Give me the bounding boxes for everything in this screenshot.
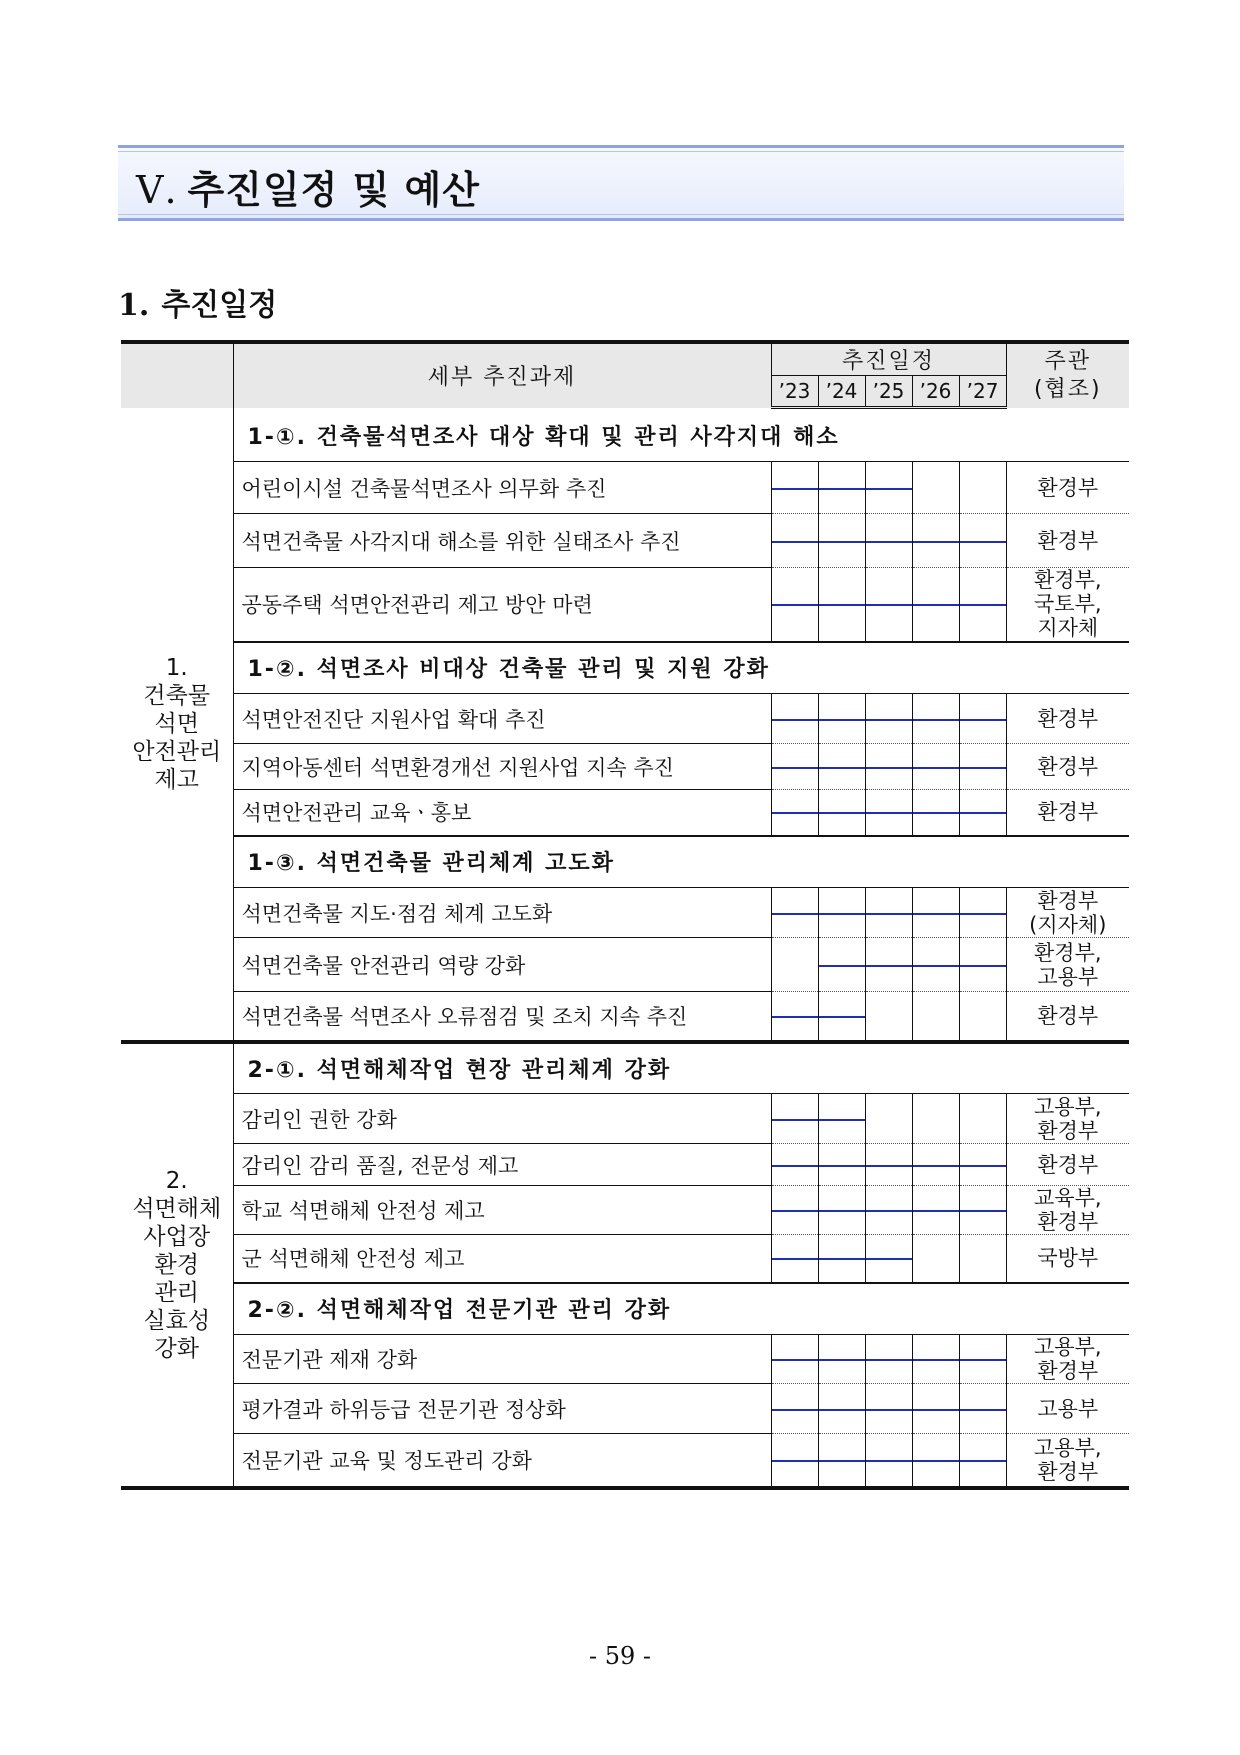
schedule-year-cell	[865, 790, 912, 836]
schedule-year-cell	[912, 1235, 959, 1283]
schedule-bar	[866, 1359, 912, 1361]
header-task: 세부 추진과제	[233, 342, 771, 408]
schedule-bar	[772, 1210, 818, 1212]
schedule-year-cell	[959, 1186, 1006, 1235]
schedule-bar	[772, 719, 818, 721]
task-org: 고용부, 환경부	[1006, 1335, 1129, 1384]
schedule-year-cell	[912, 888, 959, 938]
schedule-year-cell	[912, 744, 959, 790]
schedule-bar	[772, 1119, 818, 1121]
schedule-bar	[819, 1359, 865, 1361]
schedule-bar	[960, 1165, 1006, 1167]
schedule-bar	[960, 767, 1006, 769]
schedule-bar	[819, 812, 865, 814]
schedule-bar	[913, 965, 959, 967]
schedule-year-cell	[959, 1144, 1006, 1186]
schedule-year-cell	[912, 1434, 959, 1488]
schedule-year-cell	[959, 992, 1006, 1042]
schedule-bar	[819, 1016, 865, 1018]
schedule-bar	[866, 1165, 912, 1167]
schedule-year-cell	[771, 694, 818, 744]
schedule-bar	[913, 1460, 959, 1462]
schedule-year-cell	[818, 744, 865, 790]
schedule-bar	[866, 767, 912, 769]
schedule-bar	[772, 1165, 818, 1167]
schedule-bar	[960, 965, 1006, 967]
schedule-year-cell	[959, 1434, 1006, 1488]
schedule-bar	[772, 1016, 818, 1018]
schedule-bar	[819, 1210, 865, 1212]
task-org: 환경부, 국토부, 지자체	[1006, 568, 1129, 642]
header-blank-cell	[121, 342, 233, 408]
schedule-bar	[913, 812, 959, 814]
schedule-year-cell	[959, 938, 1006, 992]
task-org: 국방부	[1006, 1235, 1129, 1283]
schedule-year-cell	[865, 744, 912, 790]
schedule-bar	[866, 1460, 912, 1462]
schedule-year-cell	[818, 1235, 865, 1283]
schedule-year-cell	[865, 1094, 912, 1144]
schedule-bar	[960, 541, 1006, 543]
section-roman: Ⅴ.	[136, 168, 178, 212]
schedule-bar	[772, 767, 818, 769]
schedule-bar	[960, 913, 1006, 915]
schedule-year-cell	[771, 1144, 818, 1186]
schedule-year-cell	[771, 568, 818, 642]
schedule-bar	[960, 1460, 1006, 1462]
schedule-bar	[772, 604, 818, 606]
schedule-bar	[866, 812, 912, 814]
schedule-year-cell	[771, 992, 818, 1042]
task-name: 어린이시설 건축물석면조사 의무화 추진	[233, 462, 771, 514]
task-org: 환경부	[1006, 462, 1129, 514]
schedule-bar	[913, 1409, 959, 1411]
task-name: 공동주택 석면안전관리 제고 방안 마련	[233, 568, 771, 642]
subtask-group-title: 1-①. 건축물석면조사 대상 확대 및 관리 사각지대 해소	[233, 408, 1129, 462]
schedule-bar	[819, 1409, 865, 1411]
schedule-bar	[913, 1165, 959, 1167]
schedule-bar	[819, 1460, 865, 1462]
schedule-year-cell	[865, 1235, 912, 1283]
subsection-number: 1.	[118, 288, 150, 323]
task-name: 군 석면해체 안전성 제고	[233, 1235, 771, 1283]
schedule-year-cell	[818, 1384, 865, 1434]
schedule-year-cell	[959, 1335, 1006, 1384]
task-name: 감리인 감리 품질, 전문성 제고	[233, 1144, 771, 1186]
schedule-bar	[819, 767, 865, 769]
schedule-bar	[819, 719, 865, 721]
header-year: ’26	[912, 376, 959, 408]
schedule-bar	[960, 1210, 1006, 1212]
task-name: 전문기관 제재 강화	[233, 1335, 771, 1384]
schedule-table	[121, 340, 1129, 1490]
schedule-bar	[819, 1258, 865, 1260]
task-org: 환경부	[1006, 744, 1129, 790]
task-org: 환경부	[1006, 514, 1129, 568]
schedule-bar	[913, 604, 959, 606]
schedule-year-cell	[959, 1384, 1006, 1434]
task-org: 고용부, 환경부	[1006, 1094, 1129, 1144]
schedule-year-cell	[771, 790, 818, 836]
schedule-year-cell	[912, 514, 959, 568]
schedule-year-cell	[865, 1186, 912, 1235]
header-year: ’27	[959, 376, 1006, 408]
header-year: ’23	[771, 376, 818, 408]
section-title	[136, 159, 480, 214]
schedule-bar	[913, 767, 959, 769]
task-name: 석면안전진단 지원사업 확대 추진	[233, 694, 771, 744]
schedule-year-cell	[865, 938, 912, 992]
schedule-year-cell	[912, 1186, 959, 1235]
schedule-year-cell	[818, 462, 865, 514]
task-name: 지역아동센터 석면환경개선 지원사업 지속 추진	[233, 744, 771, 790]
schedule-year-cell	[771, 938, 818, 992]
schedule-year-cell	[818, 1094, 865, 1144]
section-banner	[118, 145, 1124, 221]
schedule-year-cell	[912, 790, 959, 836]
schedule-year-cell	[912, 694, 959, 744]
schedule-year-cell	[865, 888, 912, 938]
header-schedule: 추진일정	[771, 342, 1006, 376]
header-year: ’24	[818, 376, 865, 408]
schedule-year-cell	[865, 694, 912, 744]
task-org: 환경부 (지자체)	[1006, 888, 1129, 938]
task-name: 전문기관 교육 및 정도관리 강화	[233, 1434, 771, 1488]
schedule-year-cell	[771, 1094, 818, 1144]
schedule-year-cell	[912, 1384, 959, 1434]
category-label: 1. 건축물 석면 안전관리 제고	[121, 408, 233, 1042]
task-org: 고용부	[1006, 1384, 1129, 1434]
schedule-bar	[866, 1258, 912, 1260]
schedule-year-cell	[959, 744, 1006, 790]
schedule-year-cell	[865, 1144, 912, 1186]
schedule-year-cell	[959, 568, 1006, 642]
schedule-year-cell	[912, 568, 959, 642]
schedule-bar	[913, 541, 959, 543]
task-org: 환경부, 고용부	[1006, 938, 1129, 992]
schedule-year-cell	[959, 790, 1006, 836]
schedule-year-cell	[865, 568, 912, 642]
subtask-group-title: 1-②. 석면조사 비대상 건축물 관리 및 지원 강화	[233, 642, 1129, 694]
schedule-bar	[960, 1409, 1006, 1411]
schedule-bar	[866, 604, 912, 606]
schedule-bar	[913, 719, 959, 721]
schedule-year-cell	[912, 1144, 959, 1186]
schedule-bar	[960, 719, 1006, 721]
schedule-bar	[772, 1460, 818, 1462]
schedule-bar	[819, 541, 865, 543]
schedule-bar	[772, 1409, 818, 1411]
subtask-group-title: 2-②. 석면해체작업 전문기관 관리 강화	[233, 1283, 1129, 1335]
schedule-bar	[819, 604, 865, 606]
schedule-year-cell	[865, 1335, 912, 1384]
schedule-year-cell	[959, 694, 1006, 744]
schedule-year-cell	[771, 1384, 818, 1434]
schedule-bar	[819, 1119, 865, 1121]
schedule-bar	[819, 1165, 865, 1167]
header-year: ’25	[865, 376, 912, 408]
schedule-bar	[960, 812, 1006, 814]
task-org: 고용부, 환경부	[1006, 1434, 1129, 1488]
schedule-bar	[866, 913, 912, 915]
schedule-year-cell	[771, 514, 818, 568]
schedule-bar	[913, 1210, 959, 1212]
task-name: 석면안전관리 교육ㆍ홍보	[233, 790, 771, 836]
schedule-year-cell	[959, 462, 1006, 514]
schedule-year-cell	[818, 1434, 865, 1488]
schedule-year-cell	[818, 1144, 865, 1186]
schedule-year-cell	[959, 1094, 1006, 1144]
schedule-year-cell	[865, 1434, 912, 1488]
schedule-year-cell	[865, 514, 912, 568]
task-name: 석면건축물 안전관리 역량 강화	[233, 938, 771, 992]
schedule-year-cell	[818, 1335, 865, 1384]
schedule-bar	[913, 1359, 959, 1361]
schedule-year-cell	[771, 744, 818, 790]
schedule-year-cell	[959, 888, 1006, 938]
schedule-year-cell	[818, 938, 865, 992]
schedule-bar	[866, 488, 912, 490]
schedule-year-cell	[818, 888, 865, 938]
task-name: 감리인 권한 강화	[233, 1094, 771, 1144]
schedule-bar	[866, 965, 912, 967]
schedule-year-cell	[959, 1235, 1006, 1283]
task-name: 석면건축물 지도·점검 체계 고도화	[233, 888, 771, 938]
schedule-year-cell	[818, 514, 865, 568]
schedule-year-cell	[865, 1384, 912, 1434]
schedule-year-cell	[771, 1335, 818, 1384]
header-org: 주관 (협조)	[1006, 342, 1129, 408]
schedule-year-cell	[771, 462, 818, 514]
schedule-bar	[772, 913, 818, 915]
schedule-bar	[866, 1210, 912, 1212]
schedule-year-cell	[818, 790, 865, 836]
schedule-bar	[866, 541, 912, 543]
schedule-year-cell	[912, 462, 959, 514]
page-number: - 59 -	[588, 1642, 651, 1670]
schedule-bar	[913, 913, 959, 915]
schedule-year-cell	[771, 1235, 818, 1283]
task-org: 환경부	[1006, 790, 1129, 836]
schedule-bar	[960, 604, 1006, 606]
schedule-year-cell	[818, 992, 865, 1042]
schedule-year-cell	[912, 938, 959, 992]
schedule-year-cell	[771, 1434, 818, 1488]
schedule-bar	[772, 1258, 818, 1260]
schedule-bar	[772, 1359, 818, 1361]
schedule-year-cell	[912, 1094, 959, 1144]
schedule-bar	[866, 719, 912, 721]
schedule-year-cell	[865, 992, 912, 1042]
category-label: 2. 석면해체 사업장 환경 관리 실효성 강화	[121, 1042, 233, 1488]
schedule-bar	[819, 965, 865, 967]
schedule-year-cell	[959, 514, 1006, 568]
schedule-year-cell	[818, 694, 865, 744]
schedule-year-cell	[818, 568, 865, 642]
schedule-bar	[772, 488, 818, 490]
subsection-title	[118, 280, 277, 324]
subsection-title-text: 추진일정	[161, 288, 278, 323]
task-name: 평가결과 하위등급 전문기관 정상화	[233, 1384, 771, 1434]
schedule-year-cell	[771, 888, 818, 938]
task-name: 학교 석면해체 안전성 제고	[233, 1186, 771, 1235]
schedule-year-cell	[771, 1186, 818, 1235]
schedule-bar	[819, 913, 865, 915]
schedule-bar	[819, 488, 865, 490]
subtask-group-title: 2-①. 석면해체작업 현장 관리체계 강화	[233, 1042, 1129, 1094]
schedule-year-cell	[818, 1186, 865, 1235]
schedule-bar	[866, 1409, 912, 1411]
task-name: 석면건축물 사각지대 해소를 위한 실태조사 추진	[233, 514, 771, 568]
subtask-group-title: 1-③. 석면건축물 관리체계 고도화	[233, 836, 1129, 888]
schedule-bar	[772, 541, 818, 543]
task-org: 환경부	[1006, 694, 1129, 744]
schedule-bar	[772, 812, 818, 814]
task-org: 환경부	[1006, 992, 1129, 1042]
schedule-year-cell	[912, 992, 959, 1042]
task-org: 교육부, 환경부	[1006, 1186, 1129, 1235]
schedule-bar	[960, 1359, 1006, 1361]
task-name: 석면건축물 석면조사 오류점검 및 조치 지속 추진	[233, 992, 771, 1042]
schedule-year-cell	[865, 462, 912, 514]
section-title-text: 추진일정 및 예산	[187, 168, 480, 212]
task-org: 환경부	[1006, 1144, 1129, 1186]
schedule-year-cell	[912, 1335, 959, 1384]
